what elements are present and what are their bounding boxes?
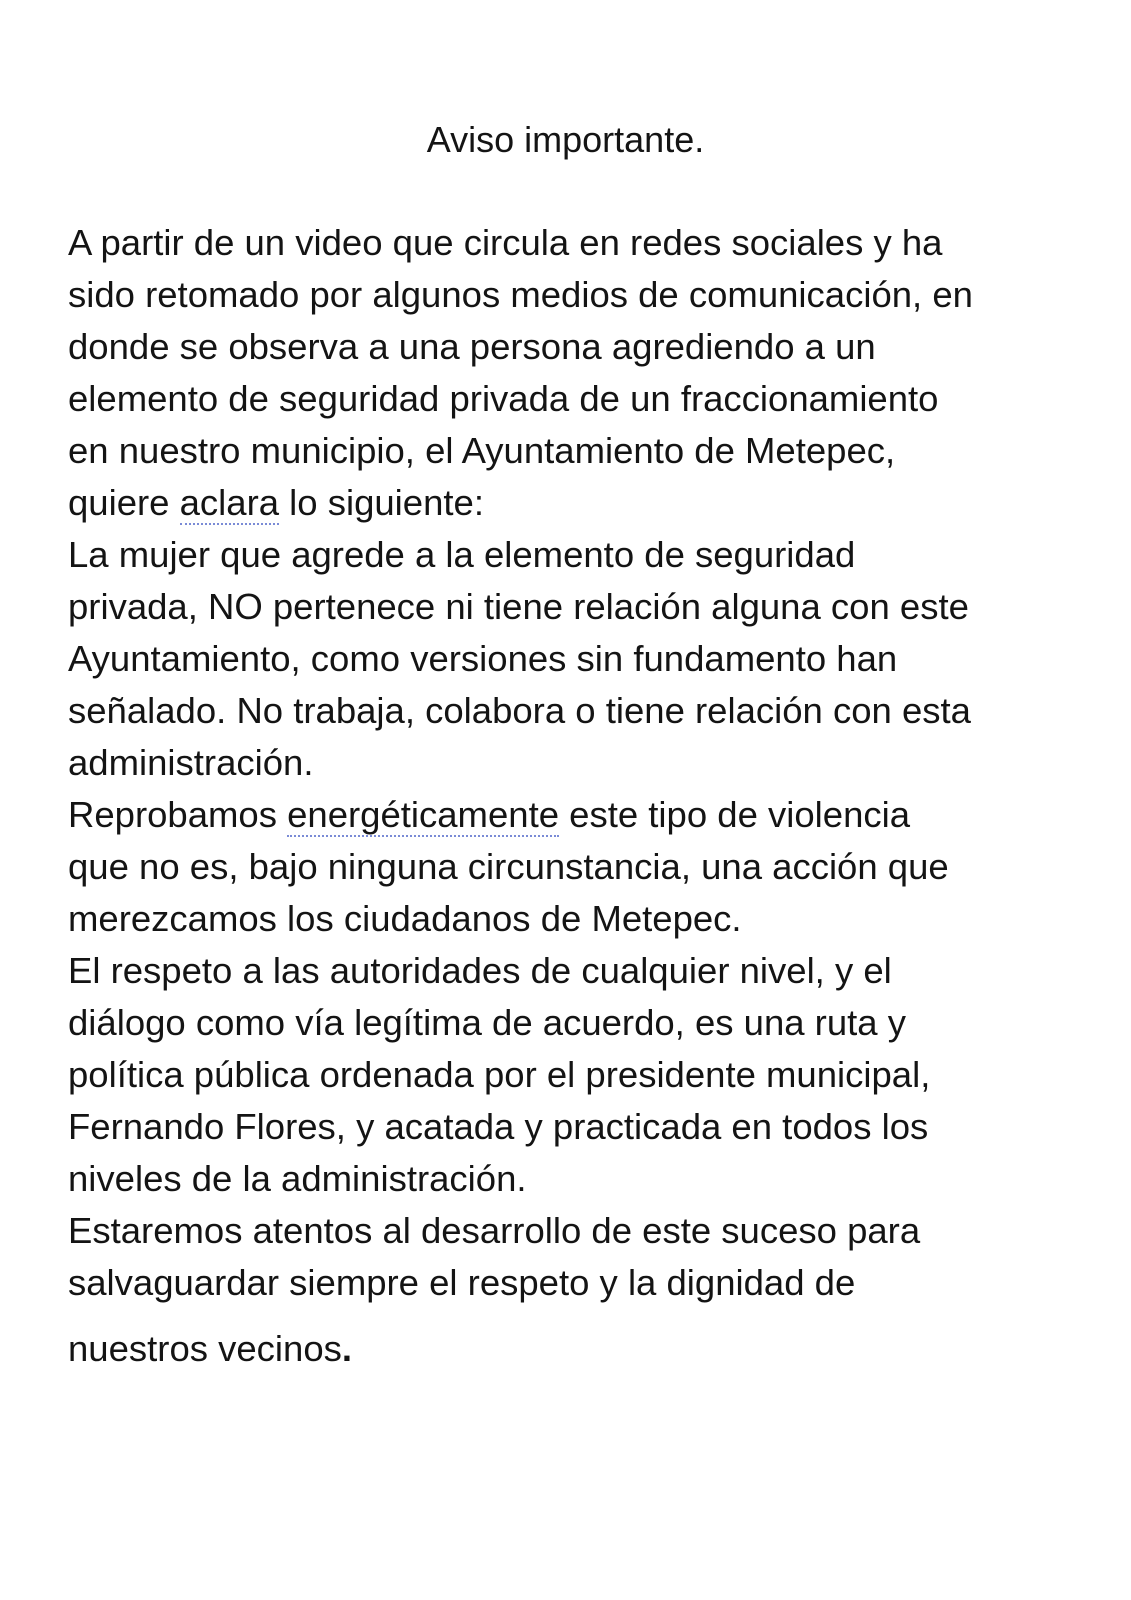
body-line: en nuestro municipio, el Ayuntamiento de Metepec,	[68, 430, 896, 471]
text-segment: quiere	[68, 482, 180, 523]
body-line: salvaguardar siempre el respeto y la dignidad de	[68, 1262, 856, 1303]
text-segment: lo siguiente:	[279, 482, 484, 523]
text-segment: este tipo de violencia	[559, 794, 911, 835]
body-line: privada, NO pertenece ni tiene relación alguna con este	[68, 586, 969, 627]
spellcheck-underlined-word: energéticamente	[287, 794, 560, 835]
closing-period: .	[341, 1328, 353, 1369]
body-line: que no es, bajo ninguna circunstancia, una acción que	[68, 846, 949, 887]
spellcheck-underlined-word: aclara	[179, 482, 280, 523]
body-line: merezcamos los ciudadanos de Metepec.	[68, 898, 742, 939]
body-line: Estaremos atentos al desarrollo de este suceso para	[68, 1210, 921, 1251]
body-line: diálogo como vía legítima de acuerdo, es una ruta y	[68, 1002, 906, 1043]
text-segment: Reprobamos	[68, 794, 288, 835]
body-line: niveles de la administración.	[68, 1158, 527, 1199]
body-line: política pública ordenada por el presidente municipal,	[68, 1054, 931, 1095]
body-line: El respeto a las autoridades de cualquier nivel, y el	[68, 950, 892, 991]
body-line	[68, 477, 1068, 529]
body-line: elemento de seguridad privada de un fraccionamiento	[68, 378, 939, 419]
body-line	[68, 1323, 1068, 1375]
body-line: administración.	[68, 742, 314, 783]
body-line: sido retomado por algunos medios de comunicación, en	[68, 274, 973, 315]
document-body	[68, 217, 1068, 1375]
document-title: Aviso importante.	[426, 119, 705, 160]
body-line: señalado. No trabaja, colabora o tiene relación con esta	[68, 690, 971, 731]
body-line	[68, 789, 1068, 841]
body-line: La mujer que agrede a la elemento de seguridad	[68, 534, 856, 575]
body-line: Ayuntamiento, como versiones sin fundamento han	[68, 638, 898, 679]
body-line: donde se observa a una persona agrediendo a un	[68, 326, 876, 367]
text-segment: nuestros vecinos	[68, 1328, 342, 1369]
body-line: Fernando Flores, y acatada y practicada en todos los	[68, 1106, 929, 1147]
body-line: A partir de un video que circula en redes sociales y ha	[68, 222, 943, 263]
